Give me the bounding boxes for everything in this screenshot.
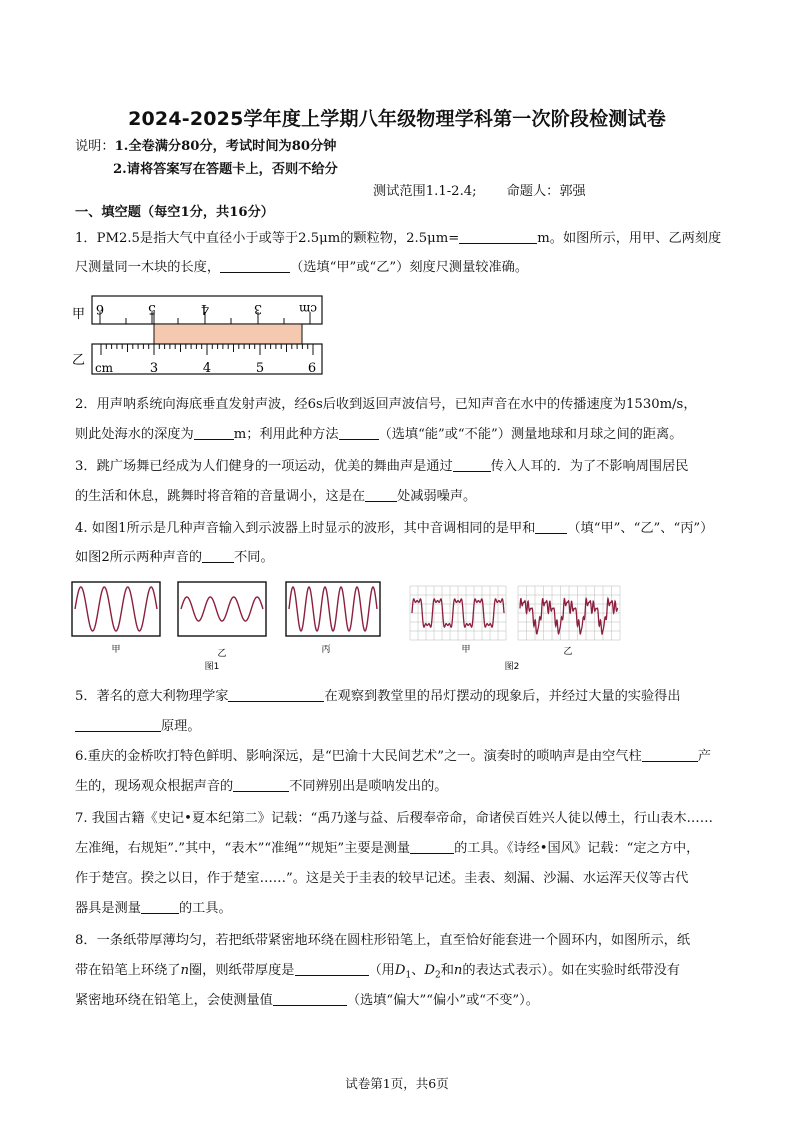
q8-line3 — [75, 990, 539, 1012]
q4-text-c: 如图2所示两种声音的 — [75, 550, 203, 565]
q8-text-h: （选填“偏大”“偏小”或“不变”）。 — [346, 993, 539, 1008]
q8-text-e: 和 — [440, 963, 454, 978]
ruler-yi-tick-label: 5 — [255, 361, 265, 376]
q6-blank-1[interactable] — [642, 747, 698, 762]
q8-line2 — [75, 960, 680, 987]
fig1-label-bing: 丙 — [321, 645, 331, 655]
q6-line2 — [75, 776, 448, 798]
ruler-jia-unit: cm — [298, 302, 318, 316]
q7-line2 — [75, 838, 699, 860]
q6-text-b: 产 — [697, 749, 711, 764]
q4-line1 — [75, 518, 713, 540]
ruler-figure — [72, 292, 332, 380]
q8-text-f: 的表达式表示）。如在实验时纸带没有 — [462, 963, 680, 978]
fig2-label-yi: 乙 — [563, 647, 573, 657]
q3-text-d: 处减弱噪声。 — [397, 489, 477, 504]
q3-text-b: 传入人耳的．为了不影响周围居民 — [490, 459, 689, 474]
q2-line1: 2．用声呐系统向海底垂直发射声波，经6s后收到返回声波信号，已知声音在水中的传播速度为1530m/s， — [75, 397, 697, 412]
q8-var-n: n — [453, 963, 463, 978]
test-range-line — [373, 181, 586, 203]
q3-text-a: 3．跳广场舞已经成为人们健身的一项运动，优美的舞曲声是通过 — [75, 459, 453, 474]
section-title: 一、填空题（每空1分，共16分） — [75, 205, 274, 220]
oscilloscope-jia — [72, 582, 160, 636]
q8-blank-2[interactable] — [273, 991, 347, 1006]
q5-text-a: 5．著名的意大利物理学家 — [75, 689, 229, 704]
wood-block — [154, 324, 302, 344]
q7-text-a: 左准绳，右规矩”.”其中，“表木”“准绳”“规矩”主要是测量 — [75, 841, 411, 856]
ruler-yi-tick-label: 4 — [202, 361, 212, 376]
fig1-label-jia: 甲 — [111, 645, 121, 655]
q8-var-d: D — [394, 963, 406, 978]
q4-blank-2[interactable] — [202, 548, 234, 563]
fig2-label-jia: 甲 — [461, 645, 471, 655]
ruler-jia-tick-label: 4 — [200, 301, 210, 316]
q3-blank-1[interactable] — [453, 457, 491, 472]
q6-text-a: 6.重庆的金桥吹打特色鲜明、影响深远，是“巴渝十大民间艺术”之一。演奏时的唢呐声是由空气柱 — [75, 749, 642, 764]
test-range: 测试范围1.1-2.4; — [373, 184, 477, 199]
q6-text-d: 不同辨别出是唢呐发出的。 — [289, 779, 448, 794]
q6-blank-2[interactable] — [233, 777, 289, 792]
exam-title: 2024-2025学年度上学期八年级物理学科第一次阶段检测试卷 — [128, 108, 666, 130]
q6-text-c: 生的，现场观众根据声音的 — [75, 779, 234, 794]
q7-text-b: 的工具。《诗经•国风》记载：“定之方中， — [454, 841, 700, 856]
q3-line2 — [75, 486, 476, 508]
q5-text-c: 原理。 — [161, 719, 201, 734]
q4-text-a: 4. 如图1所示是几种声音输入到示波器上时显示的波形，其中音调相同的是甲和 — [75, 521, 536, 536]
oscilloscope-yi — [178, 582, 266, 636]
q2-blank-1[interactable] — [194, 425, 234, 440]
q1-text-b: m。如图所示，用甲、乙两刻度 — [537, 231, 722, 246]
fig2-caption: 图2 — [504, 662, 520, 672]
q3-blank-2[interactable] — [365, 487, 397, 502]
q8-sub-1: 1 — [405, 970, 412, 981]
ruler-yi-tick-label: 6 — [307, 361, 317, 376]
q1-text-a: 1．PM2.5是指大气中直径小于或等于2.5μm的颗粒物，2.5μm= — [75, 231, 460, 246]
ruler-label-yi: 乙 — [72, 353, 86, 368]
q8-text-c: （用 — [368, 963, 395, 978]
q1-text-c: 尺测量同一木块的长度， — [75, 260, 221, 275]
q8-sub-2: 2 — [434, 970, 441, 981]
q6-line1 — [75, 746, 711, 768]
ruler-label-jia: 甲 — [72, 307, 86, 322]
fig1-caption: 图1 — [204, 662, 220, 672]
q8-line1: 8．一条纸带厚薄均匀，若把纸带紧密地环绕在圆柱形铅笔上，直至恰好能套进一个圆环内，如图所示，纸 — [75, 933, 691, 948]
q2-text-a: 则此处海水的深度为 — [75, 427, 194, 442]
q7-text-d: 的工具。 — [178, 901, 232, 916]
q4-line2 — [75, 547, 274, 569]
q7-text-c: 器具是测量 — [75, 901, 141, 916]
waveform-figure — [70, 578, 630, 676]
q1-text-d: （选填“甲”或“乙”）刻度尺测量较准确。 — [290, 260, 529, 275]
q2-blank-2[interactable] — [339, 425, 379, 440]
q8-text-a: 带在铅笔上环绕了 — [75, 963, 181, 978]
instructions-line1 — [75, 136, 336, 158]
q7-blank-1[interactable] — [410, 839, 454, 854]
q3-line1 — [75, 456, 688, 478]
q5-text-b: 在观察到教堂里的吊灯摆动的现象后，并经过大量的实验得出 — [324, 689, 681, 704]
instructions-prefix: 说明： — [75, 139, 115, 154]
q8-var-d: D — [424, 963, 435, 978]
q8-sep: 、 — [411, 963, 425, 978]
ruler-jia-tick-label: 5 — [147, 301, 157, 316]
ruler-jia-tick-label: 3 — [253, 301, 263, 316]
q8-text-b: 圈，则纸带厚度是 — [189, 963, 295, 978]
page-footer: 试卷第1页，共6页 — [345, 1076, 449, 1091]
q1-line1 — [75, 228, 721, 250]
ruler-jia-tick-label: 6 — [95, 301, 105, 316]
ruler-yi-tick-label: 3 — [149, 361, 159, 376]
q7-line1: 7. 我国古籍《史记•夏本纪第二》记载：“禹乃遂与益、后稷奉帝命，命诸侯百姓兴人徒以傅土，行山表木…… — [75, 811, 713, 826]
q7-line3: 作于楚宫。揆之以日，作于楚室……”。这是关于圭表的较早记述。圭表、刻漏、沙漏、水运浑天仪等古代 — [75, 871, 689, 886]
ruler-yi-unit: cm — [94, 361, 114, 375]
fig1-label-yi: 乙 — [217, 649, 227, 659]
q5-blank-1[interactable] — [228, 687, 324, 702]
instruction-2: 2.请将答案写在答题卡上，否则不给分 — [113, 162, 338, 177]
q4-text-d: 不同。 — [234, 550, 274, 565]
q2-text-c: （选填“能”或“不能”）测量地球和月球之间的距离。 — [378, 427, 683, 442]
q1-blank-1[interactable] — [459, 229, 537, 244]
q1-blank-2[interactable] — [220, 258, 290, 273]
instruction-1: 1.全卷满分80分，考试时间为80分钟 — [114, 139, 337, 154]
q7-blank-2[interactable] — [141, 899, 179, 914]
q4-text-b: （填“甲”、“乙”、“丙”） — [567, 521, 714, 536]
q8-var-n: n — [180, 963, 189, 978]
q5-line2 — [75, 716, 201, 738]
q3-text-c: 的生活和休息，跳舞时将音箱的音量调小，这是在 — [75, 489, 366, 504]
q8-blank-1[interactable] — [295, 961, 369, 976]
q7-line4 — [75, 898, 232, 920]
q5-blank-2[interactable] — [75, 717, 161, 732]
q1-line2 — [75, 257, 528, 279]
q8-text-g: 紧密地环绕在铅笔上，会使测量值 — [75, 993, 273, 1008]
q4-blank-1[interactable] — [535, 519, 567, 534]
q2-text-b: m；利用此种方法 — [233, 427, 339, 442]
q2-line2 — [75, 424, 682, 446]
q5-line1 — [75, 686, 681, 708]
author: 命题人：郭强 — [506, 184, 586, 199]
